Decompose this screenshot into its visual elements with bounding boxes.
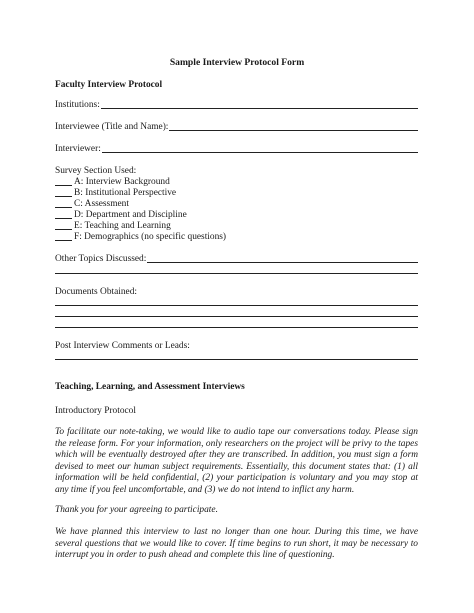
survey-item-label: A: Interview Background <box>74 177 170 187</box>
survey-checkbox-line <box>55 229 72 230</box>
other-topics-field[interactable] <box>55 254 418 265</box>
documents-label: Documents Obtained: <box>55 287 138 297</box>
institutions-label: Institutions: <box>55 100 100 110</box>
post-interview-label: Post Interview Comments or Leads: <box>55 341 190 351</box>
interviewer-label: Interviewer: <box>55 144 101 154</box>
survey-checkbox-line <box>55 196 72 197</box>
documents-line-1[interactable] <box>55 305 418 306</box>
other-topics-line <box>147 262 418 263</box>
survey-item-c[interactable] <box>55 199 129 210</box>
page-title: Sample Interview Protocol Form <box>169 57 305 68</box>
survey-item-a[interactable] <box>55 177 170 188</box>
thank-you-paragraph: Thank you for your agreeing to participate. <box>55 505 218 515</box>
survey-checkbox-line <box>55 185 72 186</box>
survey-item-b[interactable] <box>55 188 176 199</box>
duration-paragraph: We have planned this interview to last no longer than one hour. During this time, we have several questions that we would like to cover. If time begins to run short, it may be necessary to interrupt you in order to push ahead and complete this line of questioning. <box>55 527 418 561</box>
interviewee-line <box>169 130 418 131</box>
survey-item-label: B: Institutional Perspective <box>74 188 177 198</box>
survey-item-d[interactable] <box>55 210 187 221</box>
documents-line-3[interactable] <box>55 327 418 328</box>
survey-checkbox-line <box>55 218 72 219</box>
interviewer-line <box>102 152 418 153</box>
survey-item-label: C: Assessment <box>74 199 129 209</box>
survey-checkbox-line <box>55 240 72 241</box>
other-topics-label: Other Topics Discussed: <box>55 254 147 264</box>
survey-item-e[interactable] <box>55 221 171 232</box>
survey-item-label: F: Demographics (no specific questions) <box>74 232 227 242</box>
survey-item-label: D: Department and Discipline <box>74 210 187 220</box>
section-heading-faculty: Faculty Interview Protocol <box>55 80 163 90</box>
interviewee-field[interactable] <box>55 122 418 133</box>
interviewer-field[interactable] <box>55 144 418 155</box>
interviewee-label: Interviewee (Title and Name): <box>55 122 169 132</box>
survey-heading: Survey Section Used: <box>55 166 137 176</box>
survey-item-label: E: Teaching and Learning <box>74 221 171 231</box>
post-interview-line[interactable] <box>55 359 418 360</box>
institutions-line <box>101 108 418 109</box>
other-topics-line-2[interactable] <box>55 273 418 274</box>
survey-item-f[interactable] <box>55 232 226 243</box>
introductory-protocol-subheading: Introductory Protocol <box>55 406 136 416</box>
institutions-field[interactable] <box>55 100 418 111</box>
documents-line-2[interactable] <box>55 316 418 317</box>
intro-paragraph-consent: To facilitate our note-taking, we would like to audio tape our conversations today. Please sign the release form. For your information, only researchers on the project will be privy to the tapes which will be eventually destroyed after they are transcribed. In addition, you must sign a form devised to meet our human subject requirements. Essentially, this document states that: (1) all information will be held confidential, (2) your participation is voluntary and you may stop at any time if you feel uncomfortable, and (3) we do not intend to inflict any harm. <box>55 427 418 495</box>
survey-checkbox-line <box>55 207 72 208</box>
interviews-heading: Teaching, Learning, and Assessment Interviews <box>55 382 245 392</box>
